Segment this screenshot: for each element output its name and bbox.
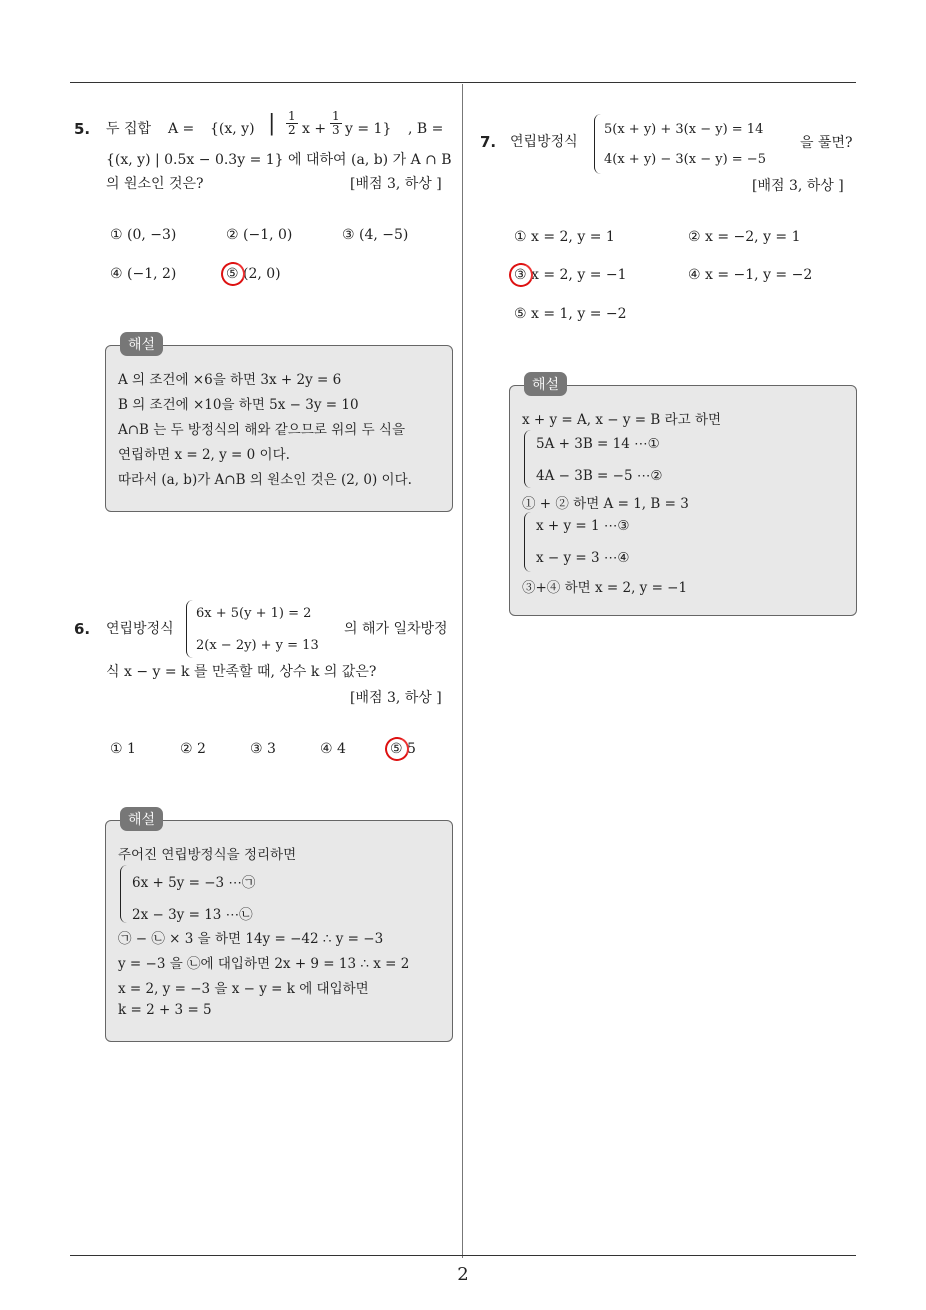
- system-eq-3: x + y = 1 ⋯③: [536, 518, 630, 534]
- set-a-open: {(x, y): [210, 121, 255, 137]
- system-eq-1: 6x + 5y = −3 ⋯㉠: [132, 875, 256, 891]
- problem-lead: 두 집합: [106, 121, 152, 137]
- comma-b: , B =: [408, 121, 444, 137]
- set-a-prefix: A =: [168, 121, 195, 137]
- choice-3[interactable]: ③ x = 2, y = −1: [514, 267, 627, 283]
- frac-num: 1: [332, 109, 340, 123]
- y-eq: y = 1}: [345, 121, 392, 137]
- solution-tag: 해설: [524, 372, 567, 396]
- choice-4[interactable]: ④ x = −1, y = −2: [688, 267, 813, 283]
- solution-box: [509, 377, 857, 616]
- problem-number: 6.: [74, 620, 91, 638]
- system-eq-2: 4A − 3B = −5 ⋯②: [536, 468, 663, 484]
- system-brace: [594, 114, 601, 174]
- problem-number: 7.: [480, 133, 497, 151]
- frac-num: 1: [288, 109, 296, 123]
- system-brace: [524, 430, 531, 488]
- bottom-rule: [70, 1255, 856, 1256]
- equation-1: 5(x + y) + 3(x − y) = 14: [604, 122, 764, 137]
- frac-den: 3: [332, 123, 340, 137]
- choice-2[interactable]: ② 2: [180, 741, 206, 757]
- choice-3[interactable]: ③ 3: [250, 741, 276, 757]
- set-bar: |: [268, 111, 276, 136]
- equation-1: 6x + 5(y + 1) = 2: [196, 606, 312, 621]
- solution-line: x = 2, y = −3 을 x − y = k 에 대입하면: [118, 981, 369, 997]
- grade-label: [배점 3, 하상 ]: [752, 178, 844, 194]
- problem-number: 5.: [74, 120, 91, 138]
- system-eq-2: 2x − 3y = 13 ⋯㉡: [132, 907, 253, 923]
- x-plus: x +: [302, 121, 327, 137]
- solution-line: B 의 조건에 ×10을 하면 5x − 3y = 10: [118, 397, 359, 413]
- answer-mark: [506, 260, 537, 291]
- equation-2: 4(x + y) − 3(x − y) = −5: [604, 152, 766, 167]
- page-number: 2: [457, 1264, 469, 1285]
- choice-5[interactable]: ⑤ x = 1, y = −2: [514, 306, 627, 322]
- answer-mark: [382, 734, 413, 765]
- solution-line: 연립하면 x = 2, y = 0 이다.: [118, 447, 290, 463]
- solution-box: [105, 337, 453, 512]
- grade-label: [배점 3, 하상 ]: [350, 690, 442, 706]
- solution-line: 따라서 (a, b)가 A∩B 의 원소인 것은 (2, 0) 이다.: [118, 472, 412, 488]
- choice-3[interactable]: ③ (4, −5): [342, 227, 409, 243]
- column-divider: [462, 84, 463, 1258]
- solution-tag: 해설: [120, 807, 163, 831]
- solution-line: k = 2 + 3 = 5: [118, 1002, 212, 1018]
- solution-line: A∩B 는 두 방정식의 해와 같으므로 위의 두 식을: [118, 422, 406, 438]
- solution-box: [105, 812, 453, 1042]
- solution-line: ㉠ − ㉡ × 3 을 하면 14y = −42 ∴ y = −3: [118, 931, 384, 947]
- solution-line: A 의 조건에 ×6을 하면 3x + 2y = 6: [118, 372, 342, 388]
- solution-intro: x + y = A, x − y = B 라고 하면: [522, 412, 722, 428]
- system-eq-4: x − y = 3 ⋯④: [536, 550, 630, 566]
- grade-label: [배점 3, 하상 ]: [350, 176, 442, 192]
- choice-1[interactable]: ① (0, −3): [110, 227, 177, 243]
- choice-2[interactable]: ② (−1, 0): [226, 227, 293, 243]
- choice-5[interactable]: ⑤ (2, 0): [226, 266, 281, 282]
- frac-den: 2: [288, 123, 296, 137]
- solution-line: y = −3 을 ㉡에 대입하면 2x + 9 = 13 ∴ x = 2: [118, 956, 410, 972]
- problem-line-2: 식 x − y = k 를 만족할 때, 상수 k 의 값은?: [106, 664, 377, 680]
- problem-line-2: {(x, y) | 0.5x − 0.3y = 1} 에 대하여 (a, b) 가 A ∩ B: [106, 152, 452, 168]
- problem-lead: 연립방정식: [106, 621, 174, 637]
- problem-tail: 의 해가 일차방정: [344, 621, 448, 637]
- top-rule: [70, 82, 856, 83]
- solution-line: ① + ② 하면 A = 1, B = 3: [522, 496, 689, 512]
- solution-intro: 주어진 연립방정식을 정리하면: [118, 847, 297, 863]
- problem-tail: 을 풀면?: [800, 135, 853, 151]
- solution-line: ③+④ 하면 x = 2, y = −1: [522, 580, 688, 596]
- system-brace: [186, 600, 193, 658]
- answer-mark: [218, 259, 249, 290]
- choice-5[interactable]: ⑤ 5: [390, 741, 416, 757]
- choice-2[interactable]: ② x = −2, y = 1: [688, 229, 801, 245]
- problem-lead: 연립방정식: [510, 134, 578, 150]
- fraction-half: [286, 110, 298, 137]
- problem-line-3: 의 원소인 것은?: [106, 176, 204, 192]
- solution-tag: 해설: [120, 332, 163, 356]
- choice-4[interactable]: ④ 4: [320, 741, 346, 757]
- choice-4[interactable]: ④ (−1, 2): [110, 266, 177, 282]
- system-eq-1: 5A + 3B = 14 ⋯①: [536, 436, 660, 452]
- choice-1[interactable]: ① x = 2, y = 1: [514, 229, 615, 245]
- choice-1[interactable]: ① 1: [110, 741, 136, 757]
- equation-2: 2(x − 2y) + y = 13: [196, 638, 319, 653]
- fraction-third: [330, 110, 342, 137]
- system-brace: [524, 512, 531, 572]
- system-brace: [120, 865, 127, 923]
